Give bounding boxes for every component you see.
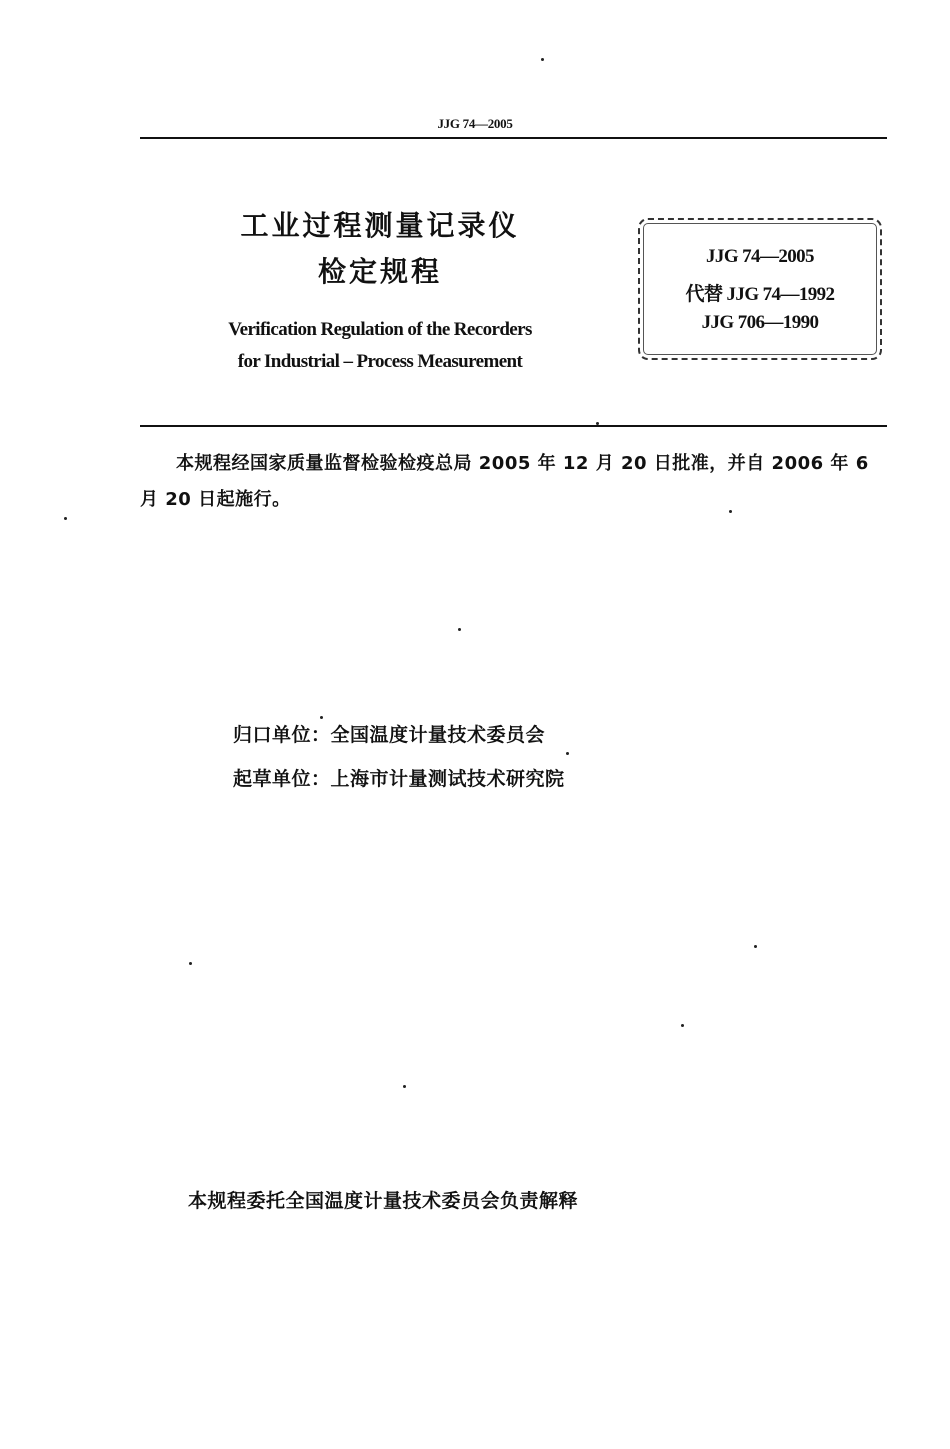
scan-speck bbox=[566, 752, 569, 755]
drafting-unit-label: 起草单位： bbox=[233, 768, 331, 790]
code-box-replaces-line bbox=[640, 279, 880, 306]
title-zh-line1: 工业过程测量记录仪 bbox=[240, 209, 520, 242]
scan-speck bbox=[541, 58, 544, 61]
scan-speck bbox=[729, 510, 732, 513]
title-rule bbox=[140, 425, 887, 427]
approval-paragraph: 本规程经国家质量监督检验检疫总局 2005 年 12 月 20 日批准，并自 2006 年 6 月 20 日起施行。 bbox=[140, 453, 869, 510]
drafting-unit-value: 上海市计量测试技术研究院 bbox=[330, 768, 565, 790]
header-rule bbox=[140, 137, 887, 139]
header-standard-code: JJG 74—2005 bbox=[437, 116, 513, 131]
scan-speck bbox=[596, 422, 599, 425]
scan-speck bbox=[320, 716, 323, 719]
scan-speck bbox=[681, 1024, 684, 1027]
responsible-unit-label: 归口单位： bbox=[233, 724, 331, 746]
code-box-current: JJG 74—2005 bbox=[706, 246, 814, 267]
scan-speck bbox=[458, 628, 461, 631]
replaces-code-1: JJG 74—1992 bbox=[726, 284, 835, 305]
title-zh-line2: 检定规程 bbox=[317, 255, 442, 288]
scan-speck bbox=[64, 517, 67, 520]
scan-speck bbox=[754, 945, 757, 948]
interpretation-note: 本规程委托全国温度计量技术委员会负责解释 bbox=[188, 1190, 579, 1212]
responsible-unit-value: 全国温度计量技术委员会 bbox=[330, 724, 546, 746]
title-en-line1: Verification Regulation of the Recorders bbox=[228, 319, 532, 340]
code-box-replaces-2: JJG 706—1990 bbox=[701, 312, 819, 333]
drafting-unit-line bbox=[233, 764, 565, 791]
scan-speck bbox=[189, 962, 192, 965]
responsible-unit-line bbox=[233, 720, 545, 747]
replaces-label: 代替 bbox=[685, 283, 723, 305]
scan-speck bbox=[403, 1085, 406, 1088]
title-en-line2: for Industrial – Process Measurement bbox=[237, 351, 523, 372]
